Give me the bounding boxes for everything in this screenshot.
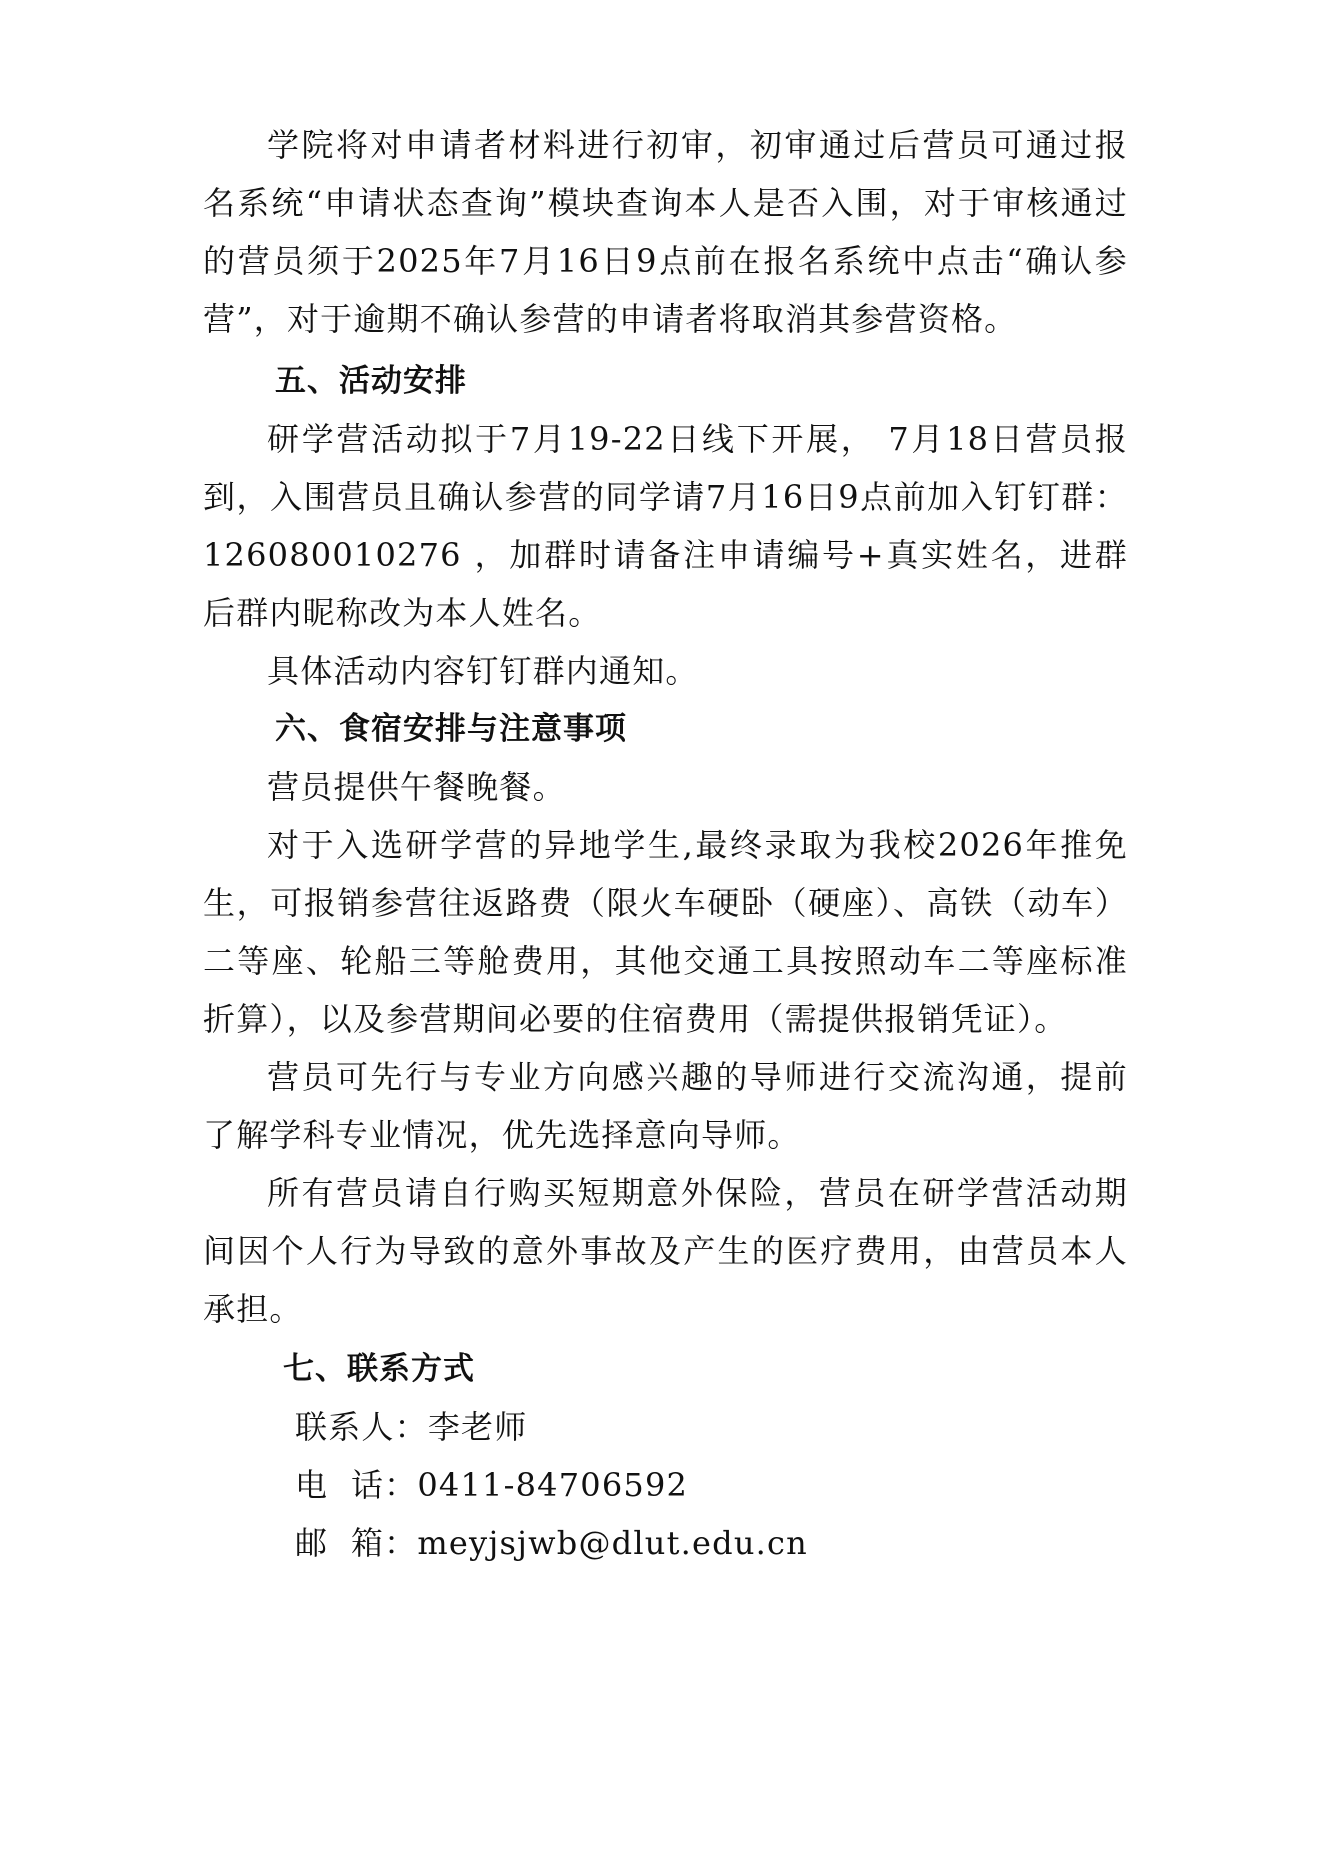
section-6-paragraph-1: 营员提供午餐晚餐。 bbox=[267, 768, 566, 806]
section-6-heading: 六、食宿安排与注意事项 bbox=[275, 711, 627, 747]
contact-person-label: 联系人： bbox=[295, 1408, 428, 1446]
section-5-paragraph-2: 具体活动内容钉钉群内通知。 bbox=[267, 652, 699, 690]
contact-person-value: 李老师 bbox=[427, 1408, 528, 1446]
section-6-paragraph-3: 营员可先行与专业方向感兴趣的导师进行交流沟通，提前了解学科专业情况，优先选择意向导师。 bbox=[203, 1058, 1128, 1154]
email-label: 邮 箱： bbox=[295, 1524, 418, 1562]
email-line bbox=[203, 1514, 1128, 1572]
section-6-paragraph-4: 所有营员请自行购买短期意外保险，营员在研学营活动期间因个人行为导致的意外事故及产生的医疗费用，由营员本人承担。 bbox=[203, 1174, 1128, 1328]
section-5-heading: 五、活动安排 bbox=[275, 363, 467, 399]
section-5-paragraph-1: 研学营活动拟于7月19-22日线下开展， 7月18日营员报到，入围营员且确认参营的同学请7月16日9点前加入钉钉群：126080010276 ，加群时请备注申请编号+真实姓名，进群后群内昵称改为本人姓名。 bbox=[203, 420, 1128, 632]
section-6-paragraph-2: 对于入选研学营的异地学生,最终录取为我校2026年推免生，可报销参营往返路费（限火车硬卧（硬座）、高铁（动车）二等座、轮船三等舱费用，其他交通工具按照动车二等座标准折算），以及参营期间必要的住宿费用（需提供报销凭证）。 bbox=[203, 826, 1128, 1038]
phone-line bbox=[203, 1456, 1128, 1514]
section-7-heading: 七、联系方式 bbox=[283, 1351, 475, 1387]
document-page bbox=[203, 116, 1128, 1572]
phone-label: 电 话： bbox=[295, 1466, 418, 1504]
email-value: meyjsjwb@dlut.edu.cn bbox=[417, 1524, 808, 1562]
intro-paragraph: 学院将对申请者材料进行初审，初审通过后营员可通过报名系统“申请状态查询”模块查询本人是否入围，对于审核通过的营员须于2025年7月16日9点前在报名系统中点击“确认参营”，对于逾期不确认参营的申请者将取消其参营资格。 bbox=[203, 126, 1128, 338]
phone-value: 0411-84706592 bbox=[417, 1466, 689, 1504]
contact-person-line bbox=[203, 1398, 1128, 1456]
